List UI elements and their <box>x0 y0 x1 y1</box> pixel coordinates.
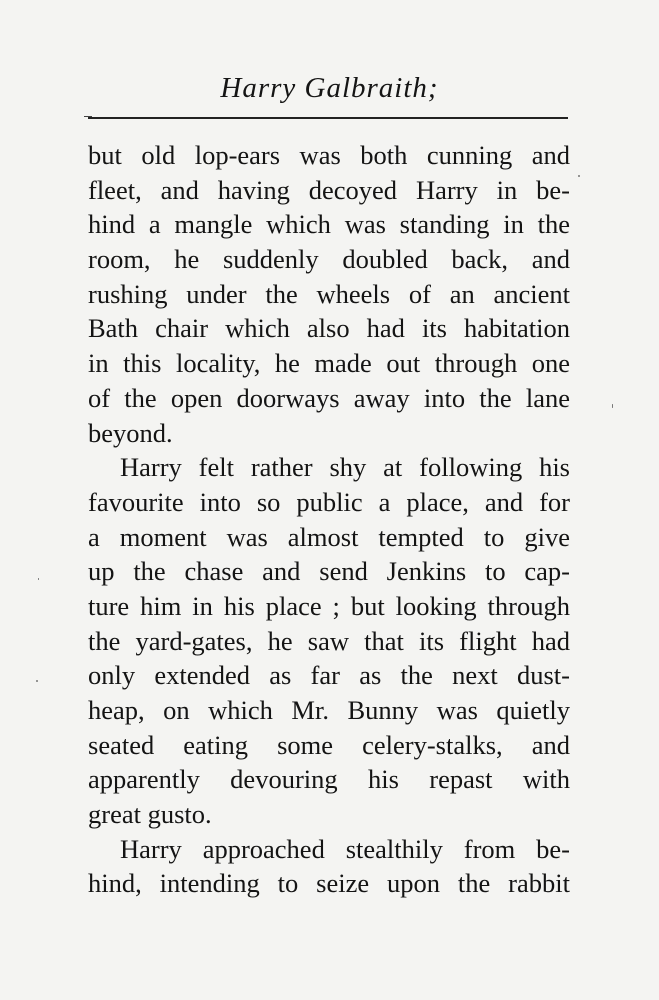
text-line: hind, intending to seize upon the rabbit <box>88 868 570 899</box>
text-line: the yard-gates, he saw that its flight had <box>88 625 570 656</box>
text-line: a moment was almost tempted to give <box>88 521 570 552</box>
running-head-title: Harry Galbraith; <box>220 72 439 104</box>
text-line: ture him in his place ; but looking through <box>88 590 570 621</box>
paper-speck <box>38 578 39 580</box>
text-line: rushing under the wheels of an ancient <box>88 278 570 309</box>
paper-speck <box>612 404 613 408</box>
text-line: apparently devouring his repast with <box>88 764 570 795</box>
text-line: up the chase and send Jenkins to cap- <box>88 556 570 587</box>
text-line: of the open doorways away into the lane <box>88 382 570 413</box>
text-line: but old lop-ears was both cunning and <box>88 140 570 170</box>
text-line: only extended as far as the next dust- <box>88 660 570 691</box>
text-line: Harry felt rather shy at following his <box>120 452 570 483</box>
text-line: favourite into so public a place, and for <box>88 486 570 517</box>
paper-speck <box>578 175 580 177</box>
text-line: in this locality, he made out through one <box>88 348 570 379</box>
text-line: hind a mangle which was standing in the <box>88 209 570 240</box>
text-line: heap, on which Mr. Bunny was quietly <box>88 695 570 725</box>
body-text <box>88 138 570 901</box>
paper-speck <box>36 680 38 682</box>
header-rule <box>88 117 568 119</box>
text-line: Bath chair which also had its habitation <box>88 313 570 344</box>
text-line: Harry approached stealthily from be- <box>120 833 570 864</box>
text-line: room, he suddenly doubled back, and <box>88 244 570 275</box>
text-line: seated eating some celery-stalks, and <box>88 729 570 760</box>
text-line: beyond. <box>88 417 173 448</box>
text-line: great gusto. <box>88 799 212 830</box>
text-line: fleet, and having decoyed Harry in be- <box>88 174 570 205</box>
